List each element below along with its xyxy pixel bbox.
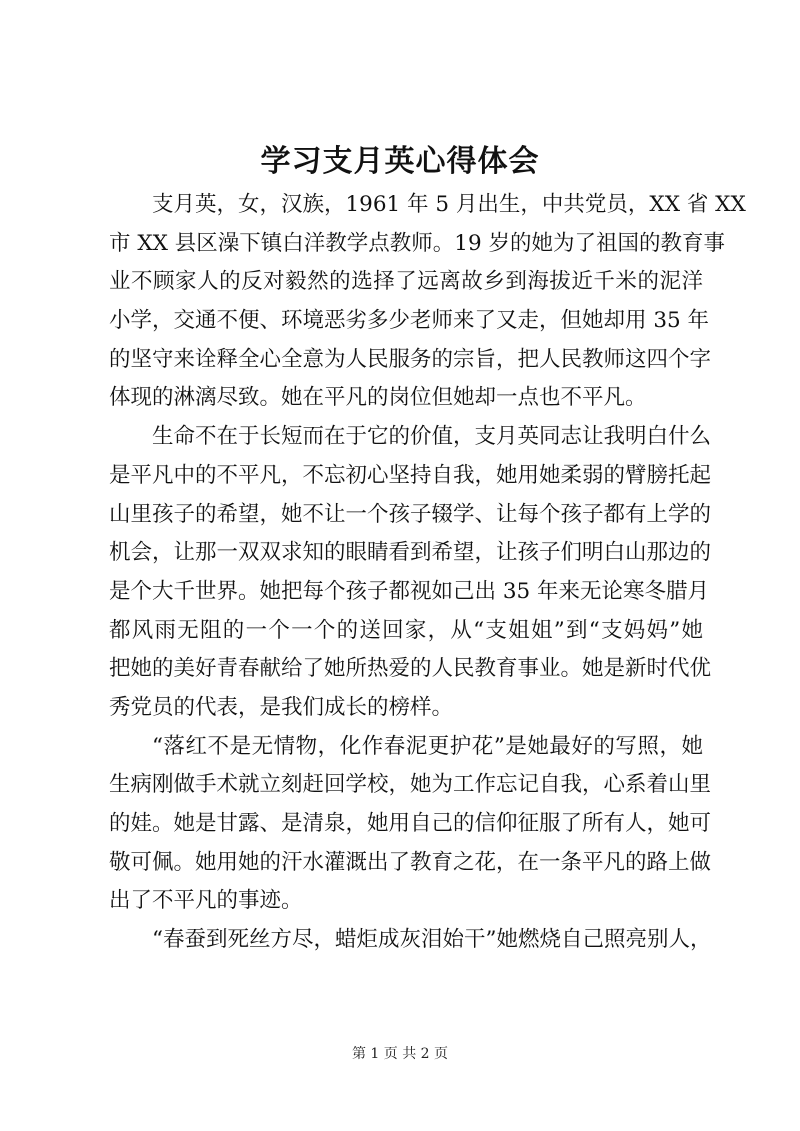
paragraph-line: 都风雨无阻的一个一个的送回家，从“支姐姐”到“支妈妈”她 <box>109 617 703 643</box>
paragraph-line: 业不顾家人的反对毅然的选择了远离故乡到海拔近千米的泥洋 <box>109 269 703 295</box>
paragraph-line: 把她的美好青春献给了她所热爱的人民教育事业。她是新时代优 <box>109 656 712 682</box>
paragraph-line: 支月英，女，汉族，1961 年 5 月出生，中共党员，XX 省 XX <box>152 192 746 217</box>
paragraph-1 <box>109 186 746 418</box>
paragraph-2 <box>109 418 712 728</box>
paragraph-line: 是个大千世界。她把每个孩子都视如己出 35 年来无论寒冬腊月 <box>109 578 710 604</box>
page-footer: 第 1 页 共 2 页 <box>351 1046 449 1062</box>
paragraph-line: 小学，交通不便、环境恶劣多少老师来了又走，但她却用 35 年 <box>109 308 710 334</box>
paragraph-line: “春蚕到死丝方尽，蜡炬成灰泪始干”她燃烧自己照亮别人， <box>152 927 712 953</box>
paragraph-line: 的娃。她是甘露、是清泉，她用自己的信仰征服了所有人，她可 <box>109 811 712 836</box>
paragraph-line: 生命不在于长短而在于它的价值，支月英同志让我明白什么 <box>152 424 712 450</box>
paragraph-line: “落红不是无情物，化作春泥更护花”是她最好的写照，她 <box>152 733 703 759</box>
document-title: 学习支月英心得体会 <box>260 144 540 179</box>
paragraph-3 <box>109 728 712 921</box>
paragraph-4 <box>109 921 712 960</box>
document-body <box>109 186 746 960</box>
paragraph-line: 体现的淋漓尽致。她在平凡的岗位但她却一点也不平凡。 <box>109 385 647 411</box>
paragraph-line: 是平凡中的不平凡，不忘初心坚持自我，她用她柔弱的臂膀托起 <box>109 462 712 488</box>
paragraph-line: 出了不平凡的事迹。 <box>109 888 303 914</box>
paragraph-line: 山里孩子的希望，她不让一个孩子辍学、让每个孩子都有上学的 <box>109 501 712 527</box>
paragraph-line: 的坚守来诠释全心全意为人民服务的宗旨，把人民教师这四个字 <box>109 346 712 372</box>
paragraph-line: 秀党员的代表，是我们成长的榜样。 <box>109 694 454 720</box>
paragraph-line: 生病刚做手术就立刻赶回学校，她为工作忘记自我，心系着山里 <box>109 772 712 798</box>
paragraph-line: 机会，让那一双双求知的眼睛看到希望，让孩子们明白山那边的 <box>109 540 712 566</box>
paragraph-line: 市 XX 县区澡下镇白洋教学点教师。19 岁的她为了祖国的教育事 <box>109 230 725 256</box>
paragraph-line: 敬可佩。她用她的汗水灌溉出了教育之花，在一条平凡的路上做 <box>109 849 712 875</box>
